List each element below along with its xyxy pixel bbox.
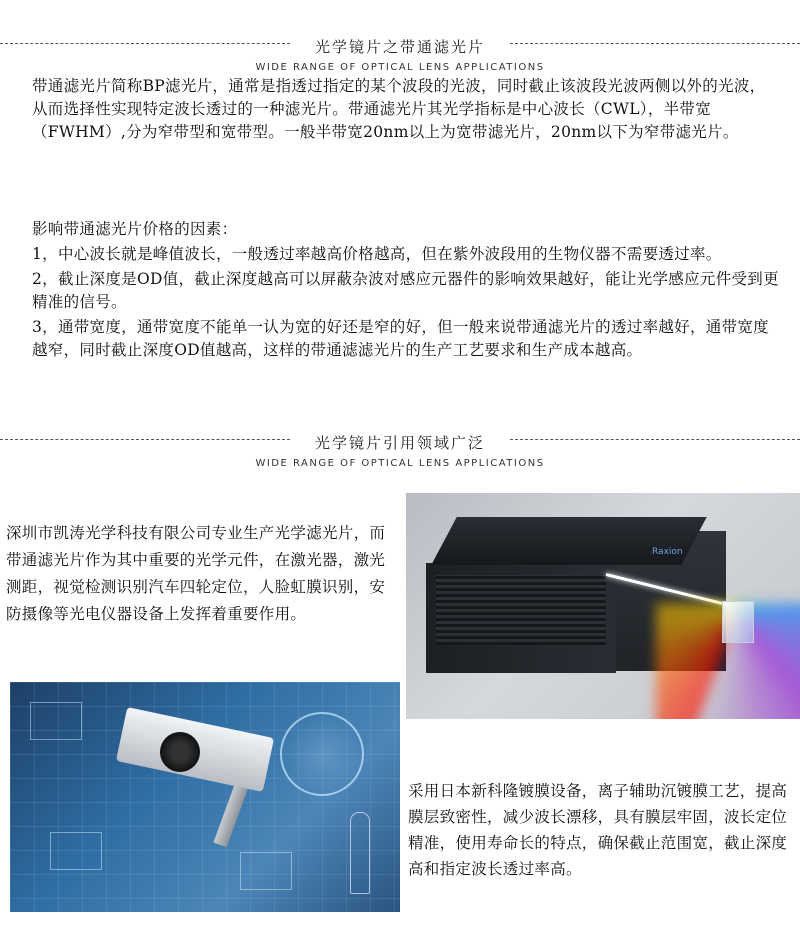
factors-heading: 影响带通滤光片价格的因素：	[32, 220, 238, 238]
section-subtitle: WIDE RANGE OF OPTICAL LENS APPLICATIONS	[255, 458, 545, 469]
section-header-applications	[0, 432, 800, 472]
factor-item: 3，通带宽度，通带宽度不能单一认为宽的好还是窄的好，但一般来说带通滤光片的透过率越好，通带宽度越窄，同时截止深度OD值越高，这样的带通滤滤光片的生产工艺要求和生产成本越高。	[32, 318, 769, 359]
intro-text: 带通滤光片简称BP滤光片，通常是指透过指定的某个波段的光波，同时截止该波段光波两侧以外的光波，从而选择性实现特定波长透过的一种滤光片。带通滤光片其光学指标是中心波长（CWL），半带宽（FWHM）,分为窄带型和宽带型。一般半带宽20nm以上为宽带滤光片，20nm以下为窄带滤光片。	[32, 77, 766, 141]
section-title: 光学镜片之带通滤光片	[307, 38, 493, 56]
applications-text: 深圳市凯涛光学科技有限公司专业生产光学滤光片，而带通滤光片作为其中重要的光学元件，在激光器，激光测距，视觉检测识别汽车四轮定位，人脸虹膜识别，安防摄像等光电仪器设备上发挥着重要作用。	[6, 524, 386, 623]
section-header-bandpass	[0, 36, 800, 76]
section-subtitle: WIDE RANGE OF OPTICAL LENS APPLICATIONS	[255, 62, 545, 73]
human-figure-icon	[350, 812, 370, 894]
section-title: 光学镜片引用领域广泛	[307, 434, 493, 452]
device-brand-logo: Raxion	[652, 547, 683, 557]
coating-text: 采用日本新科隆镀膜设备，离子辅助沉镀膜工艺，提高膜层致密性，减少波长漂移，具有膜层牢固，波长定位精准，使用寿命长的特点，确保截止范围宽，截止深度高和指定波长透过率高。	[408, 782, 788, 878]
laser-device-photo	[406, 493, 800, 719]
applications-paragraph	[6, 520, 398, 628]
security-camera-photo	[10, 682, 400, 912]
prism-icon	[722, 601, 754, 643]
intro-paragraph	[32, 75, 777, 144]
factor-item: 2，截止深度是OD值，截止深度越高可以屏蔽杂波对感应元器件的影响效果越好，能让光学感应元件受到更精准的信号。	[32, 270, 779, 311]
globe-icon	[280, 712, 364, 796]
camera-lens	[160, 732, 200, 772]
price-factors	[32, 218, 782, 364]
coating-paragraph	[408, 778, 793, 882]
factor-item: 1，中心波长就是峰值波长，一般透过率越高价格越高，但在紫外波段用的生物仪器不需要透过率。	[32, 245, 722, 263]
